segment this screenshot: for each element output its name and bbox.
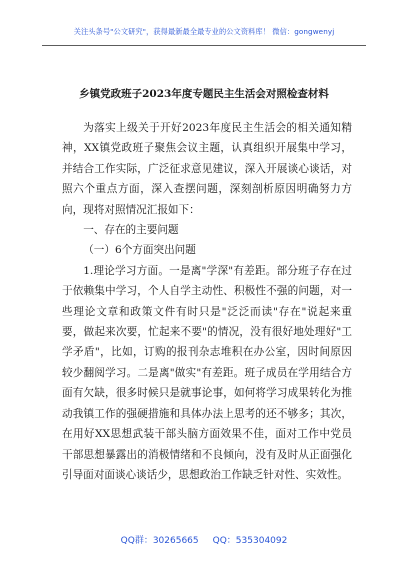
footer-qq: QQ：535304092 [212,536,288,546]
body-paragraph: 1.理论学习方面。一是离"学深"有差距。部分班子存在过于依赖集中学习，个人自学主动性、积极性不强的问题，对一些理论文章和政策文件有时只是"泛泛而读"存在"说起来重要，做起来次要，忙起来不要"的情况，没有很好地处理好"工学矛盾"，比如，订购的报刊杂志堆积在办公室，因时间原因较少翻阅学习。二是离"做实"有差距。班子成员在学用结合方面有欠缺，很多时候只是就事论事，如何将学习成果转化为推动我镇工作的强硬措施和具体办法上思考的还不够多；其次，在用好XX思想武装干部头脑方面效果不佳，面对工作中党员干部思想暴露出的消极情绪和不良倾向，没有及时从正面强化引导面对面谈心谈话少，思想政治工作缺乏针对性、实效性。 [62,264,352,481]
footer-contact [0,533,408,546]
header-note: 关注头条号"公文研究"，获得最新最全最专业的公文资料库！ 微信：gongwenyj [73,27,335,36]
document-body [62,118,352,485]
footer-qq-group: QQ群：30265665 [120,536,199,546]
intro-paragraph: 为落实上级关于开好2023年度民主生活会的相关通知精神，XX镇党政班子聚焦会议主题，认真组织开展集中学习，并结合工作实际，广泛征求意见建议，深入开展谈心谈话，对照六个重点方面，深入查摆问题，深刻剖析原因明确努力方向，现将对照情况汇报如下： [62,122,352,216]
document-title: 乡镇党政班子2023年度专题民主生活会对照检查材料 [79,88,329,100]
section-heading: 一、存在的主要问题 [83,224,179,237]
header-divider [42,45,366,46]
subsection-heading: （一）6个方面突出问题 [83,244,196,257]
